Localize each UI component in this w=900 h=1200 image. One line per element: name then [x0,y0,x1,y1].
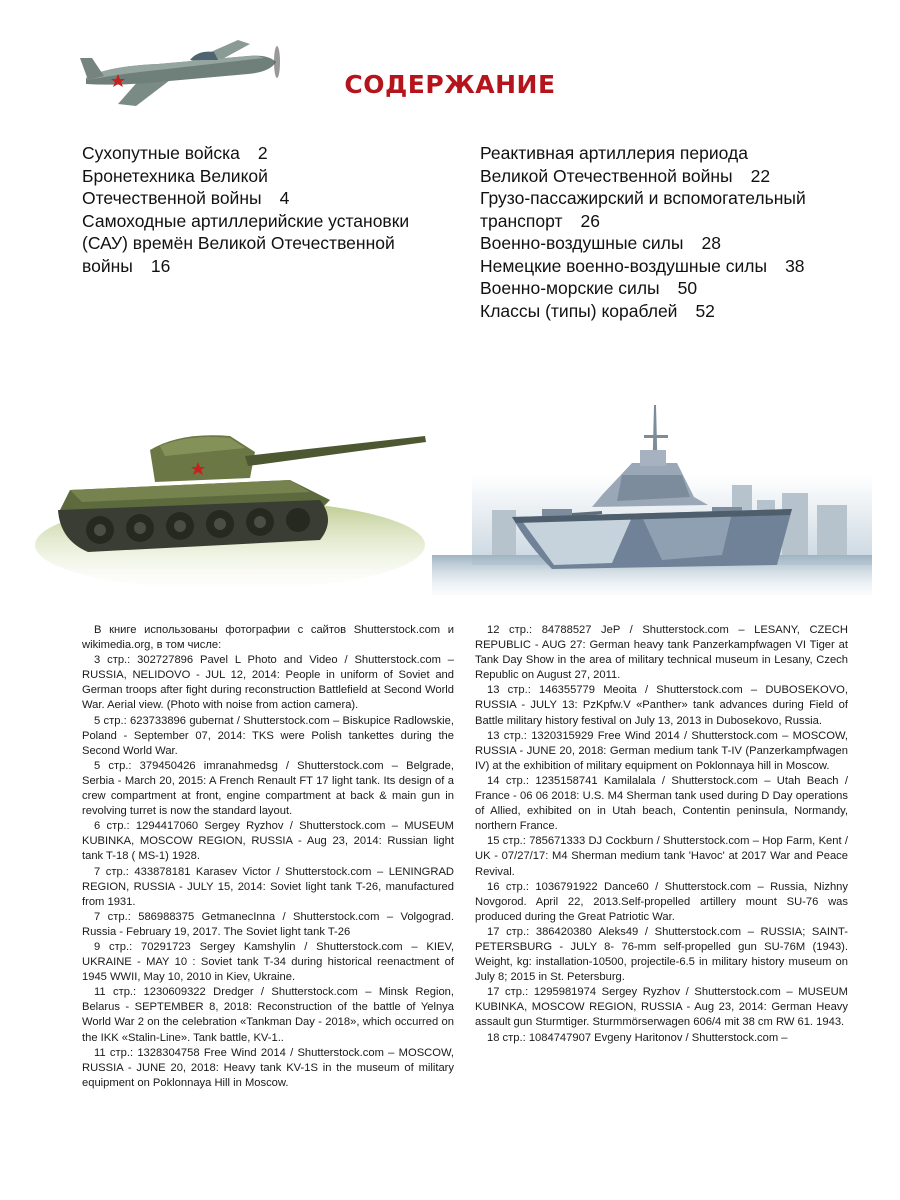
credit-entry: 5 стр.: 623733896 gubernat / Shutterstock.com – Biskupice Radlowskie, Poland - September 07, 2014: TKS were Polish tankettes during the Second World War. [82,714,454,757]
toc-entry[interactable] [480,142,860,187]
toc-entry[interactable] [480,300,860,323]
toc-entry[interactable] [480,187,860,232]
toc-entry-text: войны [82,255,133,276]
toc-entry-text: Реактивная артиллерия периода [480,143,748,163]
credit-entry: 17 стр.: 386420380 Aleks49 / Shutterstock.com – RUSSIA; SAINT-PETERSBURG - JULY 8- 76-mm self-propelled gun SU-76M (1943). Weight, kg: installation-10500, projectile-6.5 in military history museum on July 8; 2015 in St. Petersburg. [475,925,848,984]
credit-entry: 3 стр.: 302727896 Pavel L Photo and Video / Shutterstock.com – RUSSIA, NELIDOVO - JUL 12, 2014: People in uniform of Soviet and German troops after fight during reconstruction Battlefield at Second World War. Aerial view. (Photo with noise from action camera). [82,654,454,712]
toc-entry-text: Военно-воздушные силы [480,233,684,253]
toc-entry-text: Бронетехника Великой [82,165,268,186]
credit-entry: В книге использованы фотографии с сайтов Shutterstock.com и wikimedia.org, в том числе: [82,624,454,652]
credit-entry: 7 стр.: 586988375 GetmanecInna / Shutterstock.com – Volgograd. Russia - February 19, 2017. The Soviet light tank T-26 [82,910,454,938]
photo-credits-right [475,623,848,1046]
toc-entry-text: Классы (типы) кораблей [480,300,678,321]
toc-entry[interactable] [82,142,442,165]
toc-page-number: 2 [257,143,268,163]
toc-entry-text: транспорт [480,210,563,231]
toc-entry-text: Самоходные артиллерийские установки [82,210,410,231]
credit-entry: 12 стр.: 84788527 JeP / Shutterstock.com – LESANY, CZECH REPUBLIC - AUG 27: German heavy tank Panzerkampfwagen VI Tiger at Tank Day Show in the area of military technical museum in Lesany, Czech Republic on August 27, 2011. [475,624,848,682]
toc-entry[interactable] [82,165,442,210]
toc-page-number: 38 [785,255,805,276]
toc-page-number: 4 [279,188,290,208]
credit-entry: 11 стр.: 1230609322 Dredger / Shutterstock.com – Minsk Region, Belarus - SEPTEMBER 8, 2018: Reconstruction of the battle of Yelnya World War 2 on the celebration «Tankman Day - 2018», which occurred on the IKK «Stalin-Line». Tank battle, KV-1.. [82,986,454,1044]
photo-credits-left [82,623,454,1091]
toc-page-number: 26 [580,210,600,231]
credit-entry: 6 стр.: 1294417060 Sergey Ryzhov / Shutterstock.com – MUSEUM KUBINKA, MOSCOW REGION, RUSSIA - Aug 23, 2014: Russian light tank T-18 ( MS-1) 1928. [82,820,454,863]
toc-entry-text: Великой Отечественной войны [480,165,733,186]
toc-entry-text: Военно-морские силы [480,278,660,298]
credit-entry: 13 стр.: 1320315929 Free Wind 2014 / Shutterstock.com – MOSCOW, RUSSIA - JUNE 20, 2018: German medium tank T-IV (Panzerkampfwagen IV) at the exhibition of military equipment on Poklonnaya hill in Moscow. [475,729,848,772]
credit-entry: 14 стр.: 1235158741 Kamilalala / Shutterstock.com – Utah Beach / France - 06 06 2018: U.S. M4 Sherman tank used during D Day operations of Allied, exhibited on in Utah beach, Contentin peninsula, Normandy, northern France. [475,774,848,833]
toc-entry[interactable] [480,232,860,255]
toc-entry-text: Отечественной войны [82,188,262,208]
toc-entry[interactable] [480,277,860,300]
toc-right-column [480,142,860,322]
toc-entry-text: Немецкие военно-воздушные силы [480,255,768,276]
toc-page-number: 50 [677,278,698,298]
toc-entry-text: Сухопутные войска [82,143,240,163]
credit-entry: 7 стр.: 433878181 Karasev Victor / Shutterstock.com – LENINGRAD REGION, RUSSIA - JULY 15, 2014: Soviet light tank T-26, manufactured from 1931. [82,865,454,908]
toc-page-number: 52 [695,300,715,321]
credit-entry: 11 стр.: 1328304758 Free Wind 2014 / Shutterstock.com – MOSCOW, RUSSIA - JUNE 20, 2018: Heavy tank KV-1S in the museum of military equipment on Poklonnaya Hill in Moscow. [82,1046,454,1089]
credit-entry: 16 стр.: 1036791922 Dance60 / Shutterstock.com – Russia, Nizhny Novgorod. April 22, 2013.Self-propelled artillery mount SU-76 was produced during the Great Patriotic War. [475,880,848,923]
credit-entry: 5 стр.: 379450426 imranahmedsg / Shutterstock.com – Belgrade, Serbia - March 20, 2015: A French Renault FT 17 light tank. Its design of a crew compartment at front, engine compartment at back & main gun in revolving turret is now the standard layout. [82,759,454,818]
credit-entry: 13 стр.: 146355779 Meoita / Shutterstock.com – DUBOSEKOVO, RUSSIA - JULY 13: PzKpfw.V «Panther» tank advances during Field of Battle military history festival on July 13, 2013 in Dubosekovo, Russia. [475,684,848,727]
page-title: СОДЕРЖАНИЕ [344,70,556,99]
toc-entry-text: Грузо-пассажирский и вспомогательный [480,188,806,208]
credit-entry: 9 стр.: 70291723 Sergey Kamshylin / Shutterstock.com – KIEV, UKRAINE - MAY 10 : Soviet tank T-34 during historical reenactment of 1945 WWII, May 10, 2010 in Kiev, Ukraine. [82,940,454,984]
tank-illustration [30,370,430,595]
credit-entry: 18 стр.: 1084747907 Evgeny Haritonov / Shutterstock.com – [487,1031,788,1044]
toc-entry-text: (САУ) времён Великой Отечественной [82,233,395,253]
toc-entry[interactable] [480,255,860,278]
toc-page-number: 16 [150,255,171,276]
toc-entry[interactable] [82,210,442,278]
toc-page-number: 22 [750,165,771,186]
credit-entry: 15 стр.: 785671333 DJ Cockburn / Shutterstock.com – Hop Farm, Kent / UK - 07/27/17: M4 Sherman medium tank 'Havoc' at 2017 War and Peace Revival. [475,835,848,878]
credit-entry: 17 стр.: 1295981974 Sergey Ryzhov / Shutterstock.com – MUSEUM KUBINKA, MOSCOW REGION, RUSSIA - Aug 23, 2014: German Heavy assault gun Sturmtiger. Sturmmörserwagen 606/4 mit 38 cm RW 61. 1943. [475,986,848,1029]
toc-page-number: 28 [701,233,721,253]
warship-illustration [432,405,872,595]
toc-left-column [82,142,442,277]
